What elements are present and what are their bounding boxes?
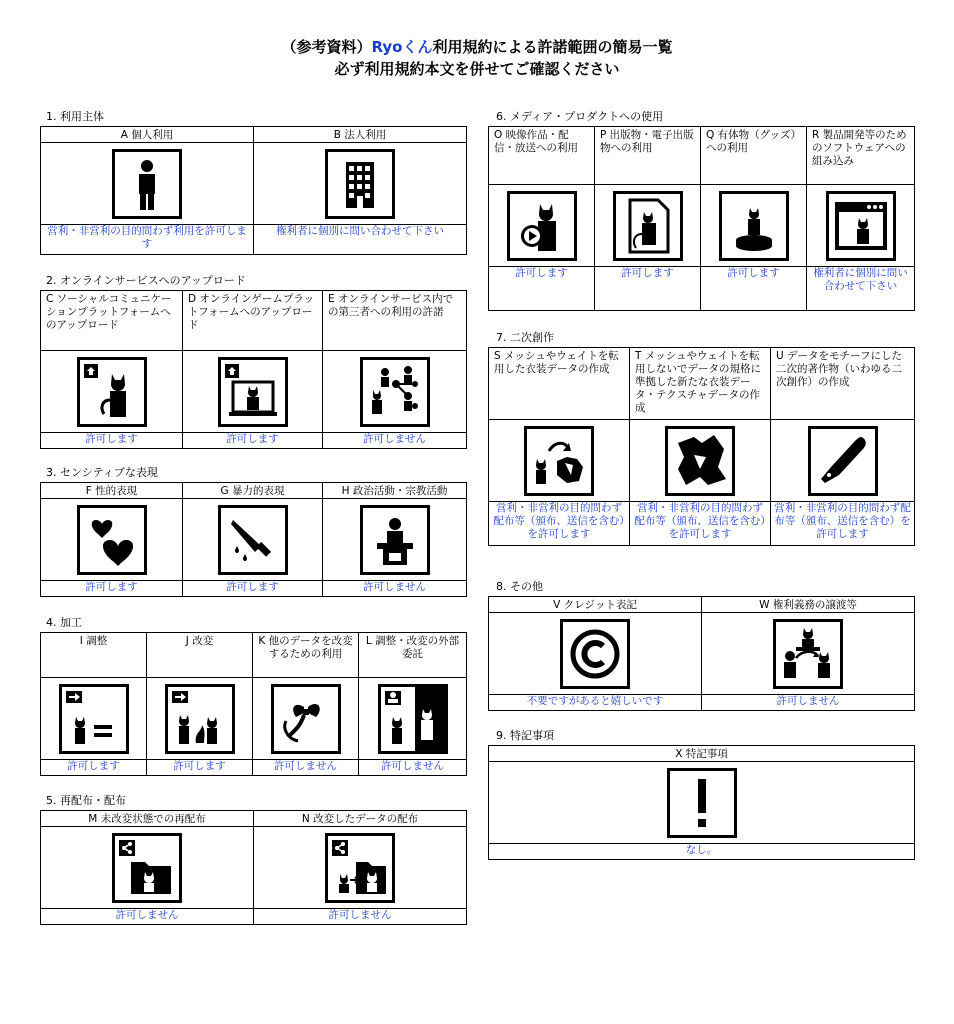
cell-header: K 他のデータを改変するための利用 [253,633,359,678]
status-text: 許可しません [254,909,467,925]
cell-icon [41,827,254,909]
cell-icon [702,613,915,695]
cell-header: L 調整・改変の外部委託 [359,633,467,678]
cell-icon [41,678,147,760]
section-table-other [488,596,915,711]
cell-header: I 調整 [41,633,147,678]
cell-icon [254,143,467,225]
cell-header: T メッシュやウェイトを転用しないでデータの規格に準拠した新たな衣装データ・テクスチャデータの作成 [630,348,771,420]
figure-cat-icon [719,191,789,261]
cat-to-cloth-icon [524,426,594,496]
section-table-special-notes [488,745,915,860]
title-highlight: Ryoくん [371,38,433,56]
section-label: 8. その他 [496,580,543,593]
status-text: 権利者に個別に問い合わせて下さい [807,267,915,311]
status-text: 許可します [41,760,147,776]
status-text: 許可します [595,267,701,311]
cell-icon [147,678,253,760]
cell-icon [771,420,915,502]
status-text: 営利・非営利の目的問わず配布等（頒布、送信を含む）を許可します [489,502,630,546]
cell-icon [359,678,467,760]
transfer-icon [773,619,843,689]
person-icon [112,149,182,219]
document-cat-icon [613,191,683,261]
section-label: 2. オンラインサービスへのアップロード [46,274,246,287]
cell-icon [323,499,467,581]
window-cat-icon [826,191,896,261]
section-table-processing [40,632,467,776]
share-modified-icon [325,833,395,903]
status-text: 許可します [41,581,183,597]
cell-header: X 特記事項 [489,746,915,762]
share-users-icon [360,357,430,427]
status-text: 許可します [183,433,323,449]
cell-header: W 権利義務の譲渡等 [702,597,915,613]
cell-icon [41,499,183,581]
status-text: 営利・非営利の目的問わず利用を許可します [41,225,254,255]
cell-icon [183,499,323,581]
cell-header: V クレジット表記 [489,597,702,613]
cell-icon [323,351,467,433]
status-text: 不要ですがあると嬉しいです [489,695,702,711]
status-text: 営利・非営利の目的問わず配布等（頒布、送信を含む）を許可します [771,502,915,546]
podium-icon [360,505,430,575]
status-text: 許可します [147,760,253,776]
status-text: 許可しません [702,695,915,711]
status-text: なし。 [489,844,915,860]
cell-icon [489,613,702,695]
cell-icon [254,827,467,909]
status-text: 許可しません [253,760,359,776]
knife-icon [218,505,288,575]
status-text: 許可します [701,267,807,311]
outsource-icon [378,684,448,754]
section-table-derivative [488,347,915,546]
cell-header: Q 有体物（グッズ）への利用 [701,127,807,185]
ribbon-icon [271,684,341,754]
exclamation-icon [667,768,737,838]
section-label: 9. 特記事項 [496,729,554,742]
pen-icon [808,426,878,496]
page-title [0,36,954,58]
section-label: 7. 二次創作 [496,331,554,344]
cell-header: A 個人利用 [41,127,254,143]
section-label: 1. 利用主体 [46,110,104,123]
share-folder-icon [112,833,182,903]
section-table-media [488,126,915,311]
section-table-redistribution [40,810,467,925]
cell-header: E オンラインサービス内での第三者への利用の許諾 [323,291,467,351]
section-label: 6. メディア・プロダクトへの使用 [496,110,664,123]
modify-icon [165,684,235,754]
section-label: 4. 加工 [46,616,82,629]
upload-cat-icon [77,357,147,427]
cell-icon [183,351,323,433]
cell-header: F 性的表現 [41,483,183,499]
section-label: 5. 再配布・配布 [46,794,126,807]
status-text: 許可しません [323,433,467,449]
status-text: 権利者に個別に問い合わせて下さい [254,225,467,255]
cell-header: O 映像作品・配信・放送への利用 [489,127,595,185]
status-text: 許可しません [359,760,467,776]
cell-icon [701,185,807,267]
status-text: 営利・非営利の目的問わず配布等（頒布、送信を含む）を許可します [630,502,771,546]
cell-icon [489,185,595,267]
section-table-online-upload [40,290,467,449]
title-prefix: （参考資料） [281,38,372,56]
cell-icon [41,351,183,433]
cell-header: P 出版物・電子出版物への利用 [595,127,701,185]
status-text: 許可しません [41,909,254,925]
cell-header: S メッシュやウェイトを転用した衣装データの作成 [489,348,630,420]
upload-monitor-cat-icon [218,357,288,427]
status-text: 許可します [489,267,595,311]
cell-header: M 未改変状態での再配布 [41,811,254,827]
status-text: 許可しません [323,581,467,597]
cell-header: N 改変したデータの配布 [254,811,467,827]
cell-icon [253,678,359,760]
cell-icon [489,420,630,502]
cell-header: R 製品開発等のためのソフトウェアへの組み込み [807,127,915,185]
status-text: 許可します [41,433,183,449]
hearts-icon [77,505,147,575]
cell-icon [595,185,701,267]
section-table-usage-subject [40,126,467,255]
cell-header: G 暴力的表現 [183,483,323,499]
building-icon [325,149,395,219]
cell-header: B 法人利用 [254,127,467,143]
title-suffix: 利用規約による許諾範囲の簡易一覧 [432,38,673,56]
adjust-equal-icon [59,684,129,754]
status-text: 許可します [183,581,323,597]
cell-icon [630,420,771,502]
cell-icon [489,762,915,844]
cell-header: H 政治活動・宗教活動 [323,483,467,499]
video-cat-icon [507,191,577,261]
section-table-sensitive [40,482,467,597]
cell-header: C ソーシャルコミュニケーションプラットフォームへのアップロード [41,291,183,351]
cell-icon [41,143,254,225]
cloth-icon [665,426,735,496]
cell-header: D オンラインゲームプラットフォームへのアップロード [183,291,323,351]
cell-icon [807,185,915,267]
cell-header: U データをモチーフにした二次的著作物（いわゆる二次創作）の作成 [771,348,915,420]
cell-header: J 改変 [147,633,253,678]
section-label: 3. センシティブな表現 [46,466,158,479]
copyright-icon [560,619,630,689]
page-subtitle: 必ず利用規約本文を併せてご確認ください [334,60,620,78]
